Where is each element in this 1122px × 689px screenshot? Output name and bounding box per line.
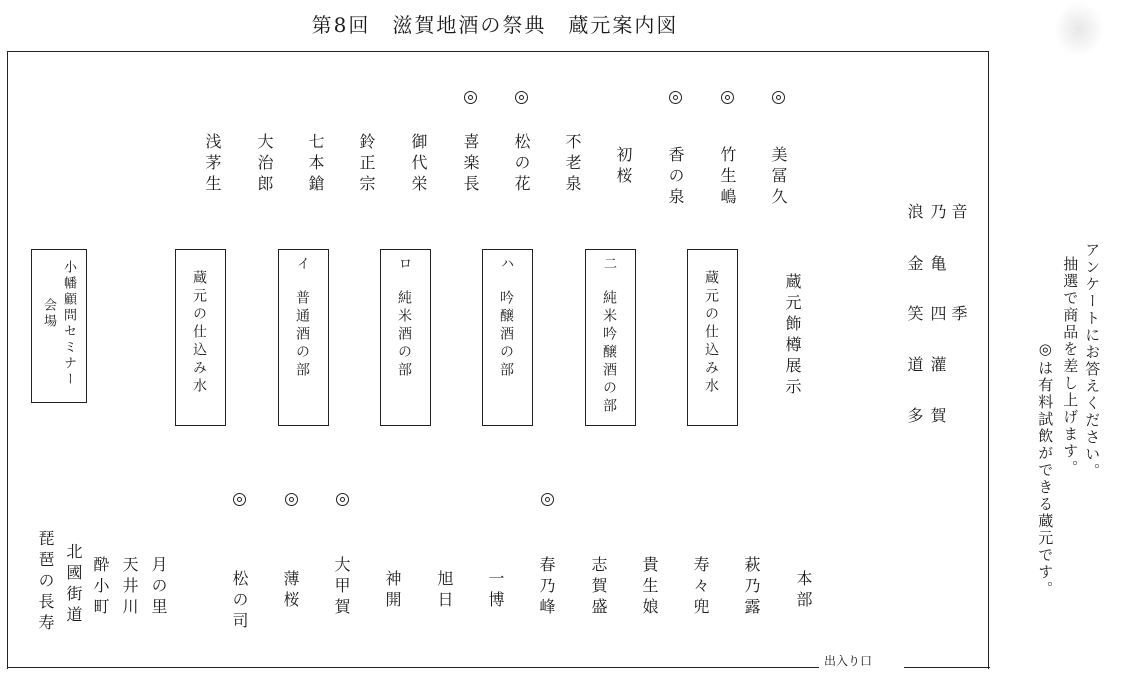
brewer-label: 灌 xyxy=(928,356,947,377)
brewer-label: 道 xyxy=(905,356,924,377)
brewer-label: 一博 xyxy=(486,570,505,612)
hall-bottom-wall xyxy=(904,667,990,668)
brewer-label: 初桜 xyxy=(614,146,633,188)
booth-junmai xyxy=(380,249,431,426)
brewer-label: 酔小町 xyxy=(91,556,110,619)
brewer-label: 多 xyxy=(905,407,924,428)
brewer-label: 不老泉 xyxy=(563,133,582,196)
booth-tag: イ xyxy=(296,257,310,272)
headquarters-label: 本部 xyxy=(794,570,813,612)
barrel-display-label: 蔵元飾樽展示 xyxy=(783,273,802,399)
paid-tasting-mark xyxy=(336,493,349,506)
booth-label: 純米吟醸酒の部 xyxy=(601,290,617,416)
brewer-label: 寿々兜 xyxy=(691,556,710,619)
booth-tag: ハ xyxy=(500,257,514,272)
brewer-label: 季 xyxy=(949,305,968,326)
brewer-label: 浅茅生 xyxy=(203,133,222,196)
brewer-label: 旭日 xyxy=(435,570,454,612)
lottery-note: 抽選で商品を差し上げます。 xyxy=(1061,256,1080,477)
brewer-label: 鈴正宗 xyxy=(357,133,376,196)
paid-tasting-mark xyxy=(515,91,528,104)
page-title: 第8回 滋賀地酒の祭典 蔵元案内図 xyxy=(311,13,679,37)
booth-label: 純米酒の部 xyxy=(396,290,412,380)
paid-tasting-mark xyxy=(721,91,734,104)
brewer-label: 琵琶の長寿 xyxy=(36,530,55,635)
brewer-label: 天井川 xyxy=(120,556,139,619)
booth-label: 蔵元の仕込み水 xyxy=(703,270,719,396)
booth-tag: ロ xyxy=(398,257,412,272)
brewer-label: 志賀盛 xyxy=(589,556,608,619)
brewer-label: 竹生嶋 xyxy=(718,146,737,209)
paid-tasting-mark xyxy=(541,493,554,506)
seminar-venue-box xyxy=(31,249,87,403)
booth-ginjo xyxy=(482,249,533,426)
brewer-label: 音 xyxy=(949,203,968,224)
brewer-label: 薄桜 xyxy=(281,570,300,612)
brewer-label: 四 xyxy=(928,305,947,326)
brewer-label: 笑 xyxy=(905,305,924,326)
brewer-label: 金 xyxy=(905,255,924,276)
brewer-label: 神開 xyxy=(383,570,402,612)
brewer-label: 香の泉 xyxy=(666,146,685,209)
booth-junmai-ginjo xyxy=(585,249,636,426)
survey-note: アンケートにお答えください。 xyxy=(1083,242,1102,480)
brewer-label: 賀 xyxy=(928,407,947,428)
brewer-label: 亀 xyxy=(928,255,947,276)
paid-tasting-mark xyxy=(464,91,477,104)
brewer-label: 浪 xyxy=(905,203,924,224)
booth-label: 蔵元の仕込み水 xyxy=(191,270,207,396)
booth-tag: 二 xyxy=(603,257,617,272)
brewer-label: 春乃峰 xyxy=(537,556,556,619)
booth-futsu xyxy=(278,249,329,426)
booth-spring-water xyxy=(687,249,738,426)
brewer-label: 乃 xyxy=(928,203,947,224)
legend-note: ◎は有料試飲ができる蔵元です。 xyxy=(1036,340,1055,598)
brewer-label: 松の司 xyxy=(230,570,249,633)
paid-tasting-mark xyxy=(233,493,246,506)
brewer-label: 萩乃露 xyxy=(742,556,761,619)
brewer-label: 喜楽長 xyxy=(461,133,480,196)
brewer-label: 松の花 xyxy=(512,133,531,196)
scan-smudge xyxy=(1054,2,1104,57)
seminar-label: 小幡顧問セミナー xyxy=(61,260,76,388)
brewer-label: 美冨久 xyxy=(769,146,788,209)
paid-tasting-mark xyxy=(772,91,785,104)
booth-label: 普通酒の部 xyxy=(294,290,310,380)
paid-tasting-mark xyxy=(669,91,682,104)
booth-label: 吟醸酒の部 xyxy=(498,290,514,380)
brewer-label: 大甲賀 xyxy=(332,556,351,619)
brewer-label: 北國街道 xyxy=(64,543,83,627)
brewer-label: 貴生娘 xyxy=(640,556,659,619)
brewer-label: 月の里 xyxy=(149,556,168,619)
hall-bottom-wall xyxy=(7,667,819,668)
brewer-label: 御代栄 xyxy=(409,133,428,196)
exit-label: 出入り口 xyxy=(824,654,873,668)
brewer-label: 大治郎 xyxy=(255,133,274,196)
seminar-label: 会場 xyxy=(41,298,56,330)
paid-tasting-mark xyxy=(285,493,298,506)
booth-spring-water xyxy=(175,249,226,426)
brewer-label: 七本鎗 xyxy=(306,133,325,196)
